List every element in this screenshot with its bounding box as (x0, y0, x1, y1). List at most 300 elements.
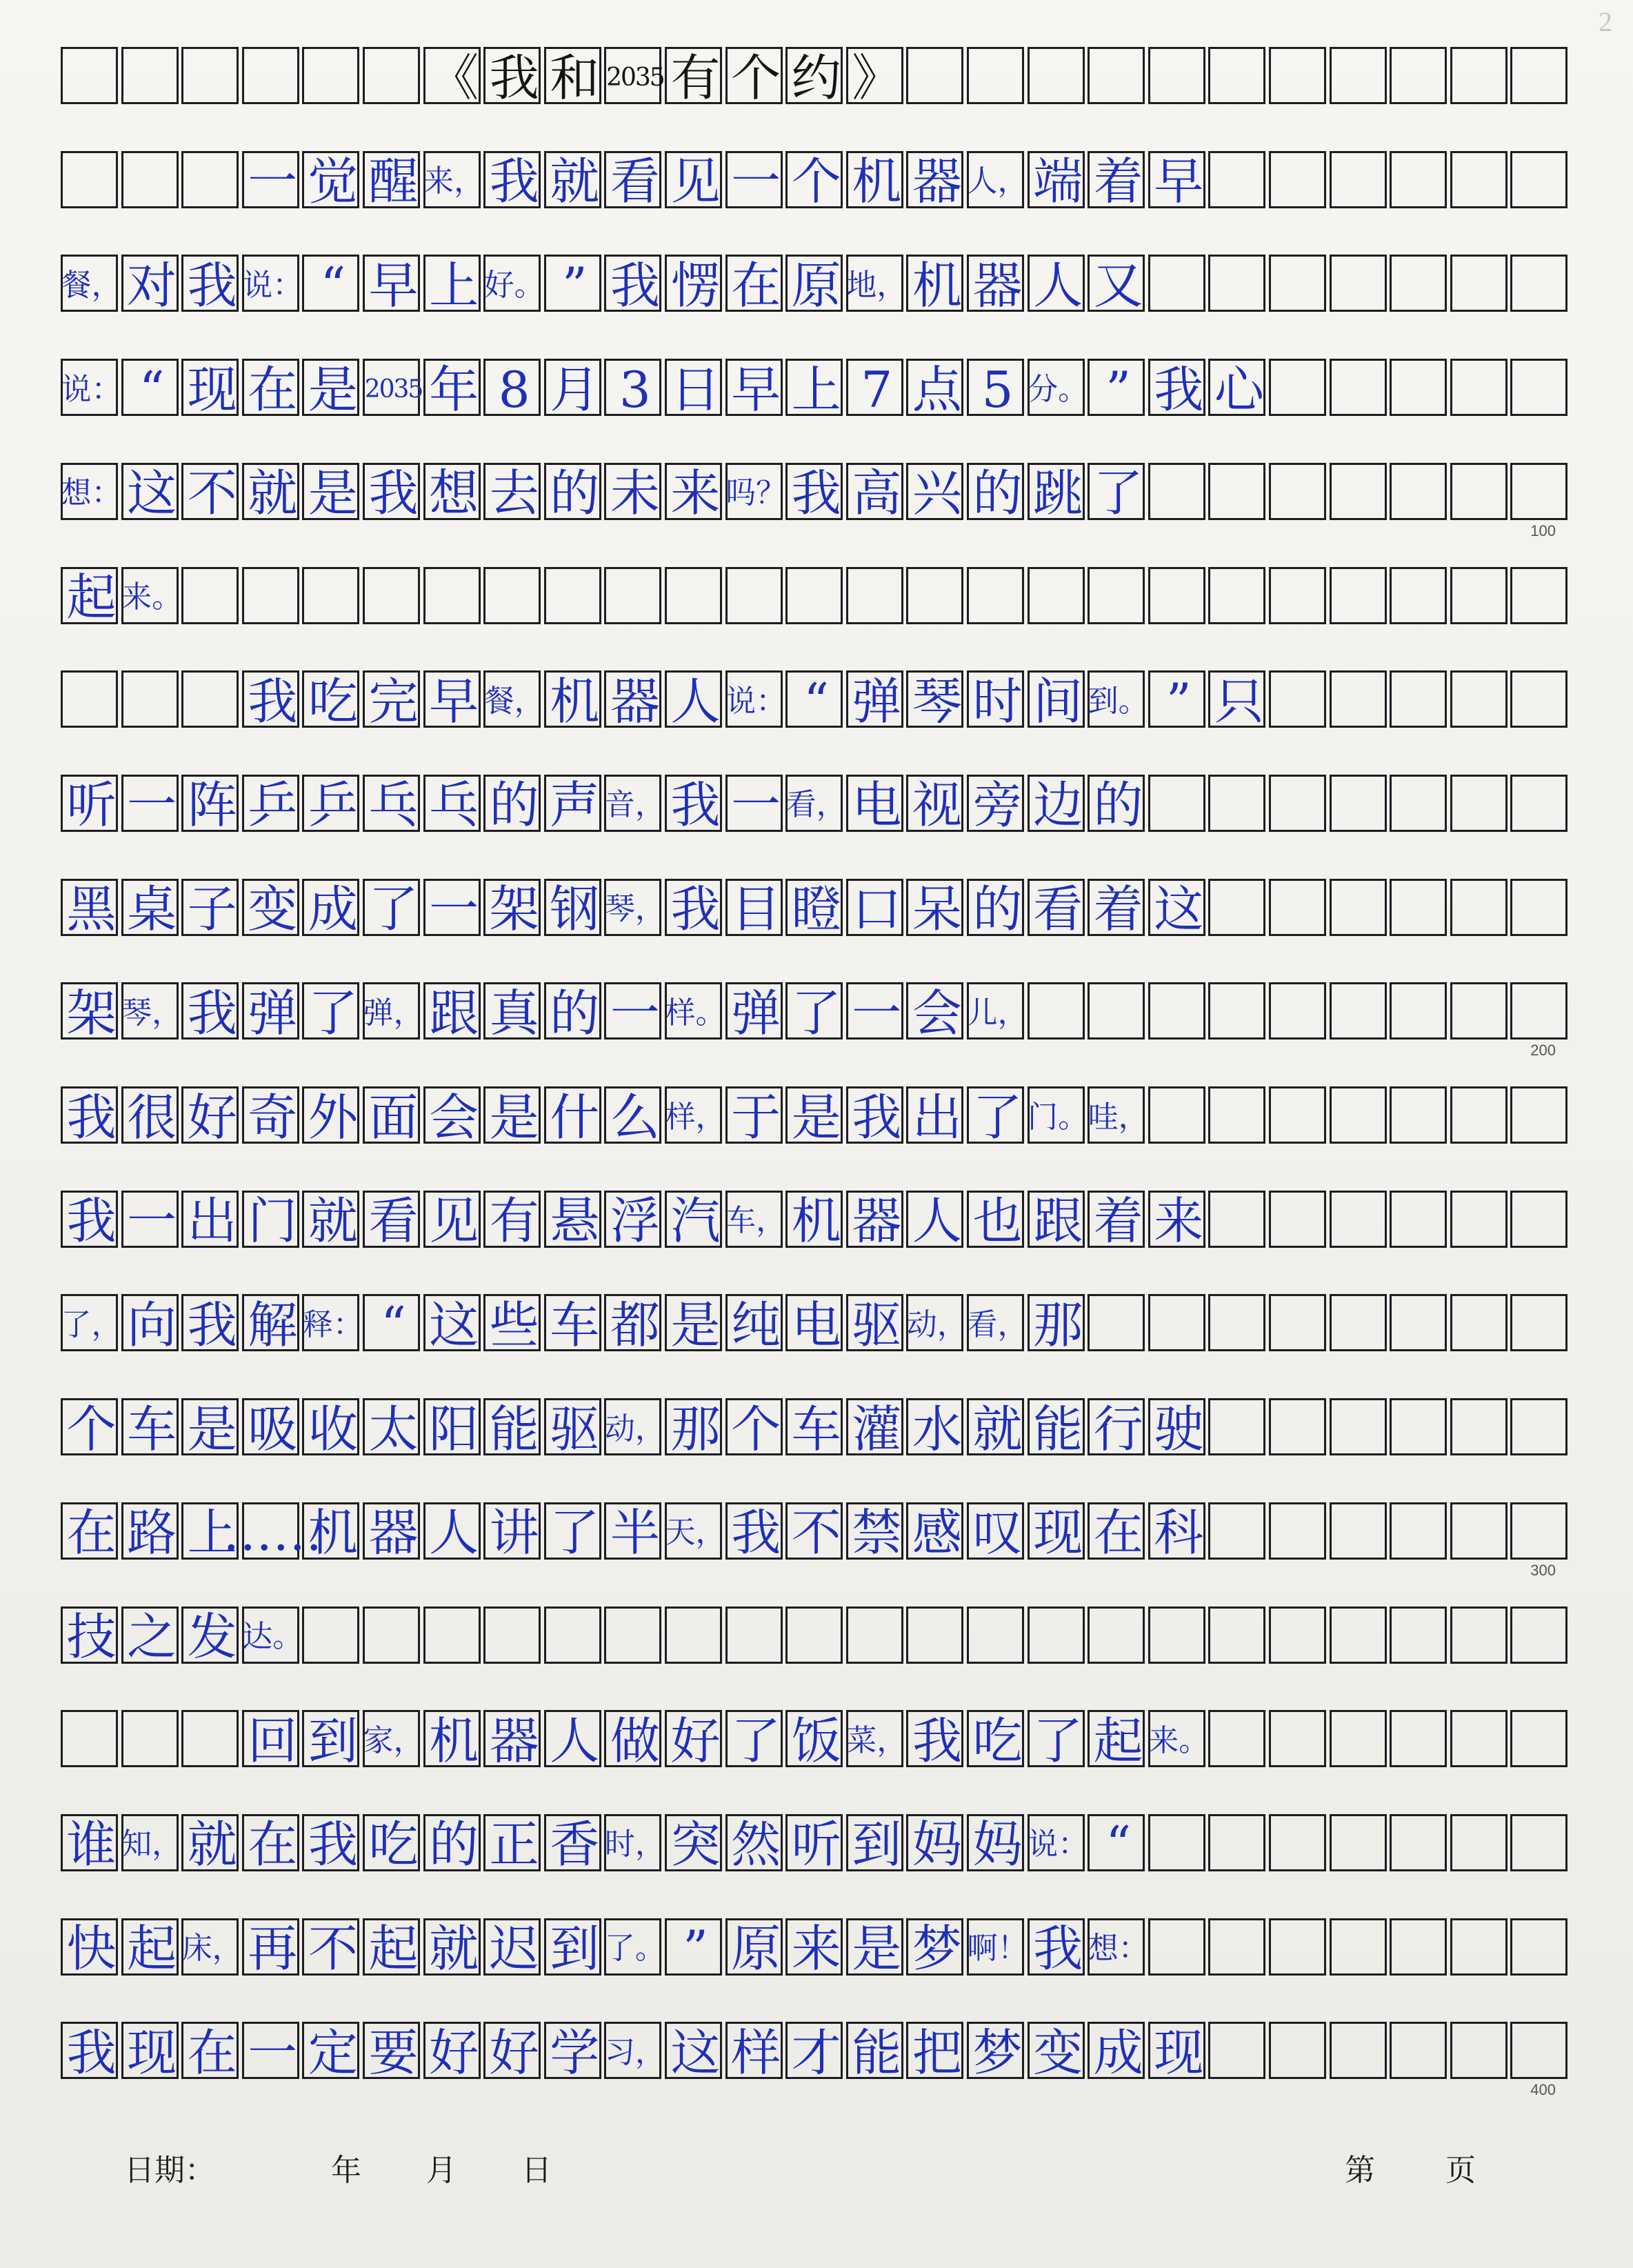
grid-cell (483, 255, 545, 312)
handwritten-char: 琴， (604, 891, 665, 927)
handwritten-char (1210, 153, 1268, 210)
handwritten-char (1150, 1816, 1208, 1873)
grid-cell (785, 151, 843, 211)
grid-cell (242, 1191, 299, 1251)
grid-cell (846, 1191, 903, 1251)
grid-cell (1390, 1086, 1447, 1144)
handwritten-char: 我 (66, 1192, 117, 1251)
grid-cell (242, 2022, 299, 2082)
handwritten-char: 就 (248, 464, 298, 523)
grid-cell (725, 1191, 787, 1248)
handwritten-char (1452, 1400, 1510, 1458)
grid-cell (846, 775, 903, 835)
handwritten-char (1090, 49, 1147, 106)
grid-cell (1510, 1606, 1567, 1664)
grid-cell (1208, 982, 1265, 1040)
grid-cell (785, 1086, 843, 1144)
grid-cell (906, 47, 963, 104)
handwritten-char (1332, 465, 1389, 522)
grid-cell (1148, 47, 1205, 104)
handwritten-char: 和 (550, 48, 600, 107)
handwritten-char (1452, 881, 1510, 938)
grid-cell (181, 151, 239, 208)
grid-cell (61, 982, 118, 1040)
grid-cell (1390, 879, 1447, 936)
grid-cell (1330, 982, 1387, 1040)
grid-cell (363, 47, 420, 104)
grid-cell (544, 1294, 601, 1354)
handwritten-char (1452, 569, 1510, 626)
grid-cell (1088, 47, 1145, 104)
grid-cell (242, 47, 299, 104)
grid-cell (223, 1502, 323, 1562)
handwritten-char: 了 (972, 1088, 1023, 1146)
grid-cell (665, 359, 722, 419)
handwritten-char (1452, 1816, 1510, 1873)
grid-cell (1028, 1918, 1085, 1976)
handwritten-char: 我 (670, 880, 721, 939)
handwritten-char (969, 1609, 1026, 1666)
handwritten-char (1210, 881, 1268, 938)
grid-cell (544, 982, 601, 1040)
grid-cell (242, 463, 299, 523)
grid-cell (483, 2022, 541, 2082)
grid-cell (1088, 255, 1145, 315)
grid-cell (1148, 1086, 1205, 1144)
handwritten-char: 释： (302, 1306, 363, 1342)
handwritten-char: 来。 (1148, 1722, 1210, 1758)
handwritten-char: 能 (489, 1400, 539, 1458)
grid-cell (1028, 982, 1085, 1040)
grid-cell (121, 1294, 179, 1354)
grid-cell (604, 879, 665, 936)
handwritten-char: 上 (429, 256, 479, 315)
handwritten-char: 了 (791, 984, 841, 1042)
handwritten-char (1271, 1609, 1328, 1666)
handwritten-char: 我 (248, 672, 298, 730)
handwritten-char: 到。 (1088, 683, 1149, 719)
grid-cell (181, 1918, 243, 1976)
grid-cell (242, 151, 299, 211)
handwritten-char: 灌 (852, 1400, 902, 1458)
grid-cell (1208, 255, 1265, 312)
grid-cell (665, 879, 722, 939)
grid-cell (1208, 775, 1265, 832)
grid-cell (363, 879, 420, 939)
grid-cell (1450, 1086, 1507, 1144)
handwritten-char: 变 (1033, 2023, 1083, 2082)
grid-cell (1330, 47, 1387, 104)
handwritten-char (969, 49, 1026, 106)
handwritten-char: 点 (912, 360, 962, 419)
page-corner-mark: 2 (1599, 6, 1612, 37)
grid-cell (1450, 1191, 1507, 1248)
handwritten-char: 吗？ (725, 475, 787, 511)
grid-cell (846, 1814, 903, 1874)
handwritten-char: 车 (791, 1400, 841, 1458)
handwritten-char: 之 (127, 1608, 177, 1666)
grid-cell (846, 151, 903, 211)
grid-cell (1088, 359, 1145, 419)
grid-cell (967, 359, 1024, 419)
handwritten-char: 我 (187, 256, 237, 315)
handwritten-char (1452, 1920, 1510, 1978)
handwritten-char: 我 (66, 2023, 117, 2082)
grid-cell (1510, 255, 1567, 312)
grid-cell (604, 1814, 665, 1871)
handwritten-char: 是 (308, 360, 358, 419)
grid-cell (1450, 359, 1507, 416)
word-count-mark: 400 (1530, 2081, 1556, 2099)
handwritten-char: 好 (670, 1711, 721, 1770)
grid-cell (1450, 1814, 1507, 1871)
handwritten-char: 动， (604, 1411, 665, 1446)
grid-cell (1028, 1710, 1085, 1770)
grid-cell (483, 567, 541, 624)
grid-cell (121, 670, 179, 728)
handwritten-char: 一 (610, 984, 660, 1042)
grid-row (61, 1710, 1560, 1820)
handwritten-char: 谁 (66, 1816, 117, 1874)
grid-cell (1088, 982, 1145, 1040)
handwritten-char: 出 (912, 1088, 962, 1146)
grid-cell (906, 255, 963, 315)
handwritten-char (244, 569, 301, 626)
handwritten-char (365, 569, 422, 626)
handwritten-char (1030, 569, 1087, 626)
grid-cell (61, 463, 122, 520)
grid-cell (1269, 255, 1326, 312)
handwritten-char: 人 (670, 672, 721, 730)
grid-cell (665, 1918, 722, 1976)
grid-cell (302, 567, 359, 624)
handwritten-char: 然 (731, 1816, 781, 1874)
grid-cell (785, 567, 843, 624)
handwritten-char: 了 (1033, 1711, 1083, 1770)
grid-cell (906, 670, 963, 728)
handwritten-char: 真 (489, 984, 539, 1042)
handwritten-char: 把 (912, 2023, 962, 2082)
handwritten-char (1332, 1296, 1389, 1353)
handwritten-char: 边 (1033, 776, 1083, 835)
handwritten-char: 兴 (912, 464, 962, 523)
grid-cell (1450, 1398, 1507, 1455)
handwritten-char: 些 (489, 1295, 539, 1354)
grid-cell (1450, 2022, 1507, 2079)
handwritten-char: 来 (791, 1920, 841, 1978)
grid-cell (1450, 775, 1507, 832)
grid-cell (1510, 47, 1567, 104)
handwritten-char: 看， (967, 1306, 1028, 1342)
handwritten-char: 心 (1214, 360, 1264, 419)
handwritten-char (1271, 881, 1328, 938)
grid-cell (1208, 1191, 1265, 1248)
grid-cell (1028, 1294, 1085, 1354)
grid-cell (1269, 463, 1326, 520)
handwritten-char: 想： (1088, 1931, 1149, 1967)
handwritten-char: 听 (791, 1816, 841, 1874)
grid-cell (483, 1502, 541, 1560)
handwritten-char (1150, 777, 1208, 834)
grid-cell (604, 1710, 661, 1770)
grid-cell (1390, 982, 1447, 1040)
grid-cell (1510, 1398, 1567, 1455)
grid-cell (483, 1191, 541, 1251)
grid-cell (1510, 1086, 1567, 1144)
grid-cell (423, 982, 481, 1040)
handwritten-char (1271, 1920, 1328, 1978)
grid-cell (846, 1710, 908, 1767)
handwritten-char: 么 (610, 1088, 660, 1146)
grid-cell (1148, 359, 1205, 419)
handwritten-char (1392, 777, 1449, 834)
handwritten-char: 那 (1033, 1295, 1083, 1354)
handwritten-char: 起 (368, 1920, 419, 1978)
grid-cell (1148, 1814, 1205, 1871)
handwritten-char (1512, 1816, 1570, 1873)
handwritten-char (1271, 153, 1328, 210)
grid-cell (604, 1502, 661, 1560)
grid-cell (1208, 47, 1265, 104)
handwritten-char: 觉 (308, 152, 358, 211)
handwritten-char: ” (561, 256, 588, 315)
handwritten-char: 有 (489, 1192, 539, 1251)
handwritten-char: 家， (363, 1722, 424, 1758)
handwritten-char (1392, 1920, 1449, 1978)
handwritten-char (1392, 361, 1449, 418)
grid-cell (1269, 1606, 1326, 1664)
grid-cell (846, 670, 903, 728)
handwritten-char: 时 (972, 672, 1023, 730)
grid-cell (61, 1398, 118, 1458)
handwritten-char: 餐， (61, 267, 122, 303)
handwritten-char: 汽 (670, 1192, 721, 1251)
handwritten-char: 个 (731, 1400, 781, 1458)
grid-row (61, 567, 1560, 677)
handwritten-char (1512, 257, 1570, 314)
grid-cell (181, 982, 239, 1040)
grid-cell (1088, 151, 1145, 211)
grid-cell (181, 1086, 239, 1144)
handwritten-char (1332, 1193, 1389, 1250)
handwritten-char (1512, 153, 1570, 210)
word-count-mark: 300 (1530, 1561, 1556, 1579)
grid-cell (665, 1398, 722, 1458)
handwritten-char: 外 (308, 1088, 358, 1146)
handwritten-char: 定 (308, 2023, 358, 2082)
handwritten-char: 弹 (731, 984, 781, 1042)
handwritten-char (788, 569, 845, 626)
grid-cell (665, 1606, 722, 1664)
handwritten-char: 好 (429, 2023, 479, 2082)
handwritten-char: 了 (550, 1504, 600, 1562)
grid-row (61, 1606, 1560, 1717)
grid-cell (1148, 1191, 1205, 1251)
grid-row (61, 359, 1560, 469)
grid-cell (1208, 359, 1265, 419)
handwritten-char: 讲 (489, 1504, 539, 1562)
handwritten-char: 变 (248, 880, 298, 939)
grid-cell (121, 1398, 179, 1458)
grid-row (61, 2022, 1560, 2132)
handwritten-char (1452, 465, 1510, 522)
handwritten-char (1512, 361, 1570, 418)
grid-cell (423, 1502, 481, 1560)
grid-cell (61, 1814, 118, 1874)
handwritten-char (1452, 1088, 1510, 1146)
grid-cell (121, 1191, 179, 1251)
grid-cell (544, 567, 601, 624)
grid-cell (1269, 359, 1326, 416)
grid-cell (61, 1086, 118, 1144)
handwritten-char: 浮 (610, 1192, 660, 1251)
grid-cell (846, 982, 903, 1040)
handwritten-char (1512, 1400, 1570, 1458)
grid-cell (1330, 1710, 1387, 1767)
grid-cell (1510, 1294, 1567, 1351)
grid-cell (423, 1398, 481, 1458)
handwritten-char (1210, 49, 1268, 106)
handwritten-char (1512, 1193, 1570, 1250)
handwritten-char: 的 (429, 1816, 479, 1874)
handwritten-char: 知， (121, 1827, 183, 1862)
handwritten-char (1512, 1088, 1570, 1146)
grid-cell (1390, 1191, 1447, 1248)
grid-cell (302, 1398, 359, 1458)
handwritten-char: 样。 (665, 995, 726, 1031)
handwritten-char: 一 (852, 984, 902, 1042)
handwritten-char: 又 (1093, 256, 1143, 315)
grid-cell (1330, 1918, 1387, 1976)
grid-cell (906, 567, 963, 624)
handwritten-char: 钢 (550, 880, 600, 939)
handwritten-char (606, 1609, 663, 1666)
grid-cell (725, 1710, 783, 1770)
handwritten-char: 我 (66, 1088, 117, 1146)
handwritten-char: 快 (66, 1920, 117, 1978)
handwritten-char: 机 (308, 1504, 358, 1562)
handwritten-char: 端 (1033, 152, 1083, 211)
grid-cell (906, 879, 963, 939)
handwritten-char: 电 (791, 1295, 841, 1354)
grid-cell (604, 1398, 665, 1455)
grid-cell (121, 1502, 179, 1560)
handwritten-char: 的 (1093, 776, 1143, 835)
handwritten-char (1332, 49, 1389, 106)
handwritten-char: 人 (550, 1711, 600, 1770)
handwritten-char: 来。 (121, 579, 183, 615)
handwritten-char (1090, 569, 1147, 626)
grid-cell (483, 151, 541, 211)
handwritten-char (848, 569, 905, 626)
grid-cell (181, 775, 239, 835)
handwritten-char: “ (1105, 1816, 1132, 1874)
handwritten-char: 架 (66, 984, 117, 1042)
grid-cell (1510, 879, 1567, 936)
handwritten-char: 来， (423, 163, 485, 199)
grid-cell (1148, 1294, 1205, 1351)
grid-row (61, 47, 1560, 157)
handwritten-char: 机 (852, 152, 902, 211)
grid-cell (1390, 463, 1447, 520)
grid-cell (1028, 255, 1085, 315)
handwritten-char (365, 1609, 422, 1666)
handwritten-char: 迟 (489, 1920, 539, 1978)
grid-cell (423, 463, 481, 523)
grid-cell (363, 1710, 424, 1767)
handwritten-char: 能 (1033, 1400, 1083, 1458)
grid-cell (604, 1606, 661, 1664)
handwritten-char: 天， (665, 1515, 726, 1551)
handwritten-char: 向 (127, 1295, 177, 1354)
grid-cell (181, 359, 239, 419)
grid-cell (302, 775, 359, 835)
grid-row (61, 775, 1560, 885)
grid-cell (725, 1814, 783, 1874)
grid-cell (604, 47, 664, 104)
handwritten-char: 面 (368, 1088, 419, 1146)
grid-cell (423, 1086, 481, 1144)
handwritten-char (1392, 465, 1449, 522)
handwritten-char (63, 49, 120, 106)
grid-cell (604, 2022, 665, 2079)
handwritten-char (425, 1609, 483, 1666)
handwritten-char: 说： (61, 371, 122, 407)
handwritten-char: 车 (550, 1295, 600, 1354)
grid-cell (61, 670, 118, 728)
handwritten-char (1210, 1504, 1268, 1562)
handwritten-char: 哇， (1088, 1099, 1149, 1135)
grid-cell (1088, 1814, 1145, 1874)
handwritten-char (183, 673, 241, 730)
grid-cell (846, 2022, 903, 2082)
grid-cell (1148, 2022, 1205, 2082)
grid-cell (725, 255, 783, 315)
handwritten-char: 要 (368, 2023, 419, 2082)
grid-cell (423, 359, 481, 419)
grid-cell (1390, 1814, 1447, 1871)
handwritten-char: 再 (248, 1920, 298, 1978)
handwritten-char (1332, 881, 1389, 938)
handwritten-char (123, 49, 181, 106)
handwritten-char: 吃 (308, 672, 358, 730)
handwritten-char (1271, 673, 1328, 730)
handwritten-char: 习， (604, 2034, 665, 2070)
grid-cell (1148, 151, 1205, 211)
grid-cell (363, 567, 420, 624)
handwritten-char (1392, 1193, 1449, 1250)
handwritten-char (1512, 49, 1570, 106)
grid-cell (1208, 1502, 1265, 1560)
handwritten-char (728, 1609, 785, 1666)
handwritten-char (1210, 1088, 1268, 1146)
grid-cell (1148, 463, 1205, 520)
handwritten-char (1332, 777, 1389, 834)
grid-cell (423, 1606, 481, 1664)
grid-cell (181, 255, 239, 315)
grid-cell (363, 1191, 420, 1251)
grid-cell (544, 1398, 601, 1458)
handwritten-char: 现 (127, 2023, 177, 2082)
grid-cell (967, 775, 1024, 835)
grid-cell (1148, 1606, 1205, 1664)
handwritten-char (1210, 1920, 1268, 1978)
handwritten-char: 2035 (606, 63, 664, 92)
handwritten-char: 时， (604, 1827, 665, 1862)
grid-cell (785, 255, 843, 315)
grid-cell (1028, 151, 1085, 211)
handwritten-char: 一 (248, 152, 298, 211)
